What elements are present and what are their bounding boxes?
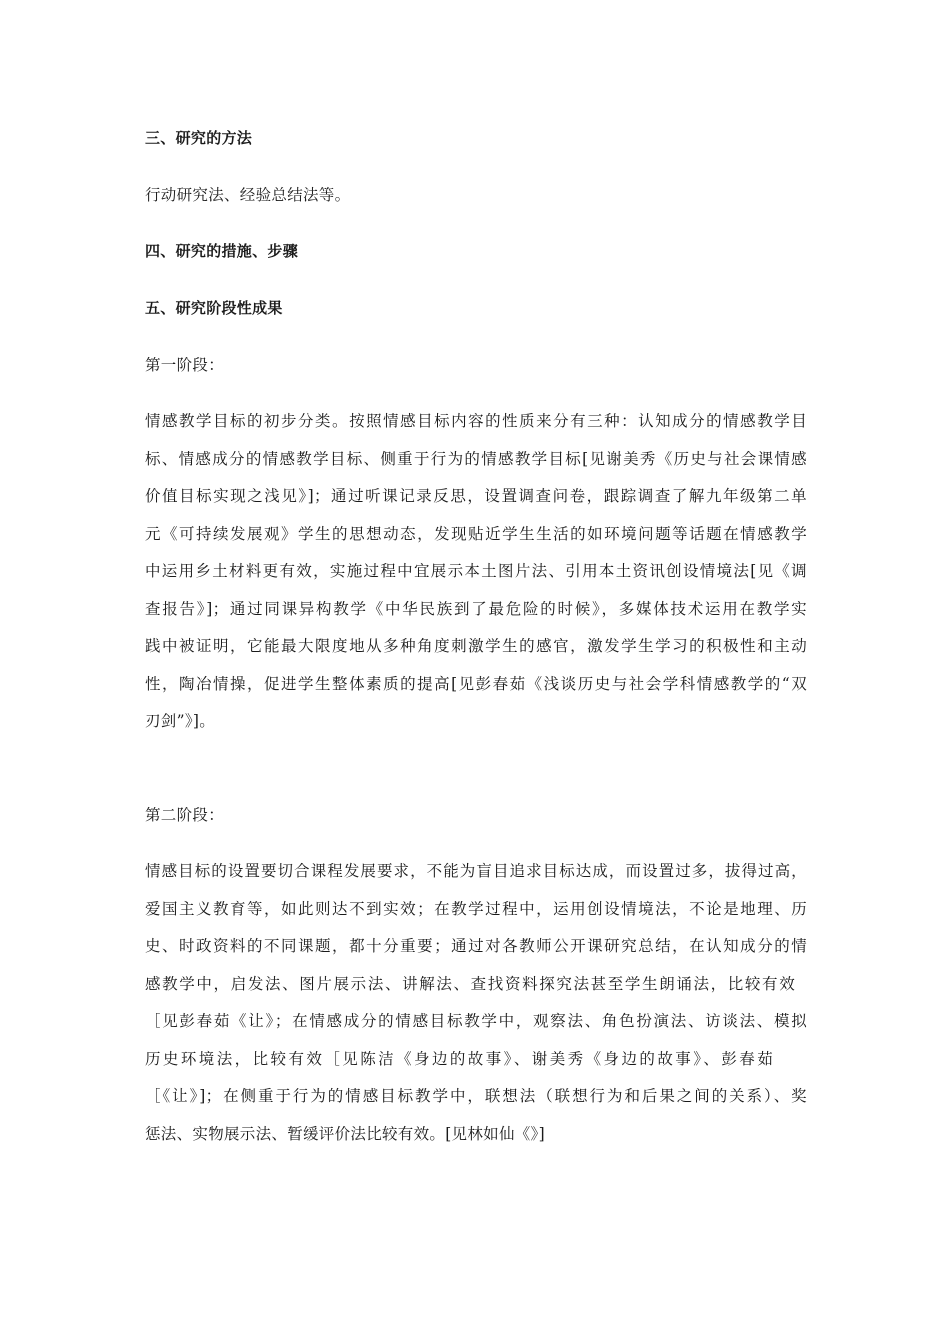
stage-1-line: 标、情感成分的情感教学目标、侧重于行为的情感教学目标[见谢美秀《历史与社会课情感: [145, 450, 807, 468]
stage-1-line: 践中被证明，它能最大限度地从多种角度刺激学生的感官，激发学生学习的积极性和主动: [145, 637, 807, 655]
stage-2-line: 历史环境法，比较有效［见陈洁《身边的故事》、谢美秀《身边的故事》、彭春茹: [145, 1050, 773, 1068]
stage-2-line: 情感目标的设置要切合课程发展要求，不能为盲目追求目标达成，而设置过多，拔得过高，: [145, 862, 807, 880]
stage-1-line: 元《可持续发展观》学生的思想动态，发现贴近学生生活的如环境问题等话题在情感教学: [145, 525, 807, 543]
stage-1-line: 价值目标实现之浅见》]；通过听课记录反思，设置调查问卷，跟踪调查了解九年级第二单: [145, 487, 807, 505]
stage-2-label: 第二阶段：: [145, 806, 225, 824]
section-4-heading: 四、研究的措施、步骤: [145, 242, 299, 260]
stage-1-line: 性，陶冶情操，促进学生整体素质的提高[见彭春茹《浅谈历史与社会学科情感教学的“双: [145, 675, 807, 693]
stage-1-line: 查报告》]；通过同课异构教学《中华民族到了最危险的时候》，多媒体技术运用在教学实: [145, 600, 807, 618]
section-3-body: 行动研究法、经验总结法等。: [145, 186, 351, 204]
section-3-heading: 三、研究的方法: [145, 129, 253, 147]
stage-2-line: 惩法、实物展示法、暂缓评价法比较有效。[见林如仙《》]: [145, 1125, 545, 1143]
stage-2-line: 爱国主义教育等，如此则达不到实效；在教学过程中，运用创设情境法，不论是地理、历: [145, 900, 807, 918]
stage-1-line: 刃剑”》]。: [145, 712, 216, 730]
section-5-heading: 五、研究阶段性成果: [145, 299, 283, 317]
stage-2-line: ［《让》]；在侧重于行为的情感目标教学中，联想法（联想行为和后果之间的关系）、奖: [145, 1087, 807, 1105]
stage-1-line: 情感教学目标的初步分类。按照情感目标内容的性质来分有三种：认知成分的情感教学目: [145, 412, 807, 430]
stage-2-line: ［见彭春茹《让》；在情感成分的情感目标教学中，观察法、角色扮演法、访谈法、模拟: [145, 1012, 807, 1030]
stage-1-line: 中运用乡土材料更有效，实施过程中宜展示本土图片法、引用本土资讯创设情境法[见《调: [145, 562, 807, 580]
stage-1-label: 第一阶段：: [145, 356, 225, 374]
stage-2-line: 史、时政资料的不同课题，都十分重要；通过对各教师公开课研究总结，在认知成分的情: [145, 937, 807, 955]
stage-2-line: 感教学中，启发法、图片展示法、讲解法、查找资料探究法甚至学生朗诵法，比较有效: [145, 975, 795, 993]
